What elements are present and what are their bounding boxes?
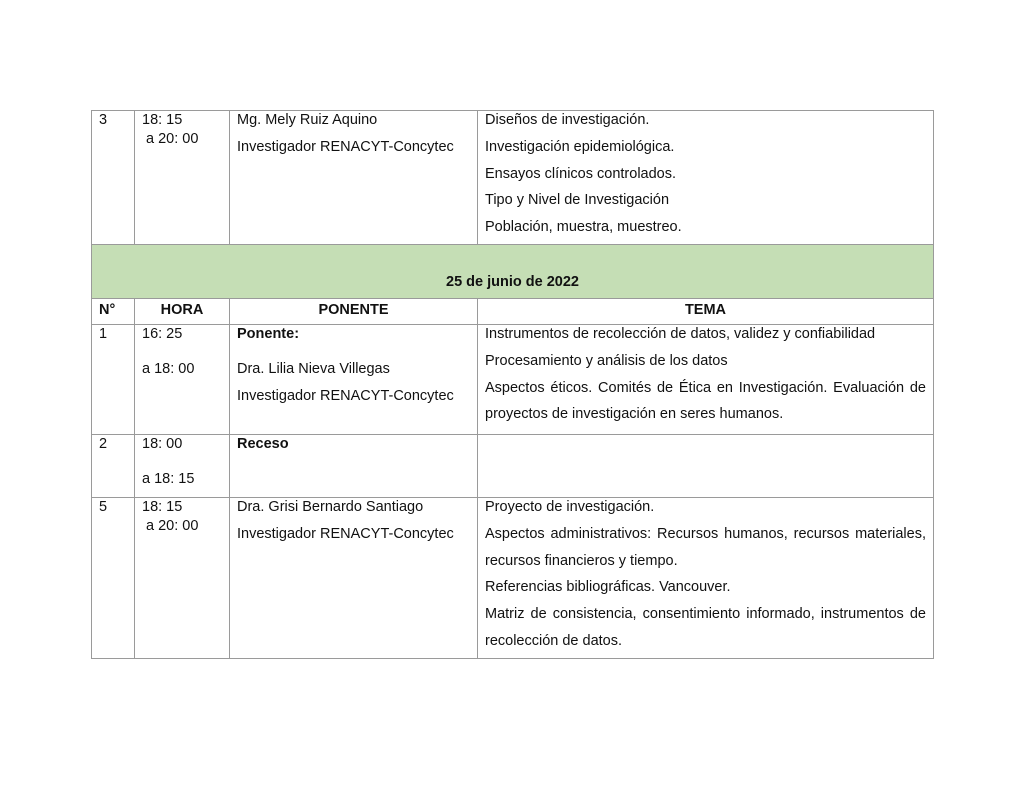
row-topic: Diseños de investigación. Investigación epidemiológica. Ensayos clínicos controlados. Tipo y Nivel de Investigación Población, muestra, muestreo. <box>478 111 934 245</box>
table-row <box>92 325 934 435</box>
table-row <box>92 498 934 659</box>
header-hora: HORA <box>135 299 230 325</box>
header-n: N° <box>92 299 135 325</box>
row-number: 3 <box>92 111 135 245</box>
date-heading: 25 de junio de 2022 <box>92 245 934 299</box>
table-row <box>92 111 934 245</box>
row-speaker: Receso <box>230 435 478 498</box>
date-header-row <box>92 245 934 299</box>
row-time: 18: 15 a 20: 00 <box>135 111 230 245</box>
row-topic: Proyecto de investigación. Aspectos administrativos: Recursos humanos, recursos materiales, recursos financieros y tiempo. Referencias bibliográficas. Vancouver. Matriz de consistencia, consentimiento informado, instrumentos de recolección de datos. <box>478 498 934 659</box>
row-topic: Instrumentos de recolección de datos, validez y confiabilidad Procesamiento y análisis de los datos Aspectos éticos. Comités de Ética en Investigación. Evaluación de proyectos de investigación en seres humanos. <box>478 325 934 435</box>
row-number: 2 <box>92 435 135 498</box>
row-time: 16: 25 a 18: 00 <box>135 325 230 435</box>
row-speaker: Ponente: Dra. Lilia Nieva Villegas Investigador RENACYT-Concytec <box>230 325 478 435</box>
row-speaker: Mg. Mely Ruiz Aquino Investigador RENACYT-Concytec <box>230 111 478 245</box>
header-tema: TEMA <box>478 299 934 325</box>
row-time: 18: 15 a 20: 00 <box>135 498 230 659</box>
row-number: 5 <box>92 498 135 659</box>
row-topic <box>478 435 934 498</box>
schedule-table <box>91 110 934 659</box>
table-row <box>92 435 934 498</box>
header-ponente: PONENTE <box>230 299 478 325</box>
row-number: 1 <box>92 325 135 435</box>
row-speaker: Dra. Grisi Bernardo Santiago Investigador RENACYT-Concytec <box>230 498 478 659</box>
row-time: 18: 00 a 18: 15 <box>135 435 230 498</box>
